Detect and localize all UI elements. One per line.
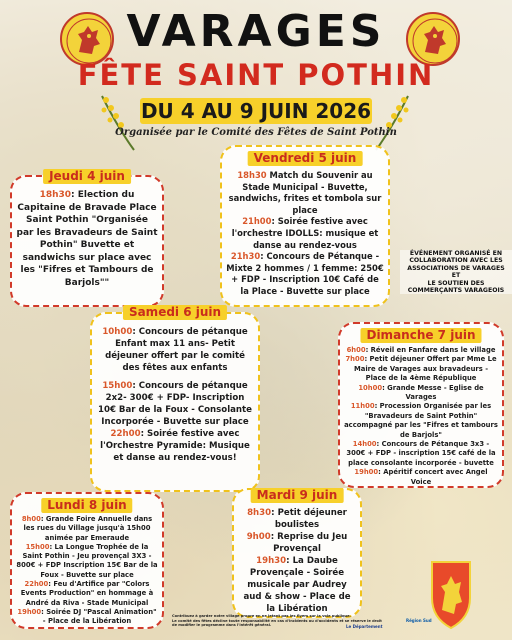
- event-text: : Réveil en Fanfare dans le village: [365, 346, 496, 354]
- event-time: 6h00: [346, 346, 366, 354]
- varages-shield-icon: [428, 558, 474, 632]
- day-box-dimanche: [338, 322, 504, 488]
- event-text: : Concours de Pétanque - Mixte 2 hommes / 1 femme: 250€ + FDP - Inscription 10€ Café de la Place - Buvette sur place: [226, 251, 384, 296]
- event-text: : Procession Organisée par les "Bravadeurs de Saint Pothin" accompagné par les "Fifres et tambours de Barjols": [344, 402, 498, 439]
- program-item: [344, 384, 498, 403]
- event-text: : Election du Capitaine de Bravade Place Saint Pothin "Organisée par les Bravadeurs de Saint Pothin" Buvette et sandwichs sur place avec les "Fifres et Tambours de Barjols"": [16, 190, 158, 288]
- day-title: Vendredi 5 juin: [248, 151, 363, 166]
- collaboration-line: ÉVÉNEMENT ORGANISÉ EN COLLABORATION AVEC LES ASSOCIATIONS DE VARAGES: [407, 250, 505, 272]
- day-program: [16, 189, 158, 289]
- program-item: [238, 531, 356, 555]
- sponsor-logos: [306, 614, 436, 636]
- day-box-jeudi: [10, 169, 164, 307]
- day-box-lundi: [10, 492, 164, 629]
- program-item: [344, 402, 498, 440]
- day-program: [96, 326, 254, 464]
- event-text: : Petit déjeuner boulistes: [271, 508, 347, 530]
- collaboration-line: ET: [451, 272, 461, 280]
- day-title: Jeudi 4 juin: [43, 169, 131, 184]
- event-time: 15h00: [102, 381, 133, 391]
- day-program: [16, 515, 158, 627]
- event-time: 22h00: [110, 429, 141, 439]
- day-program: [344, 346, 498, 487]
- program-item: [16, 608, 158, 627]
- collaboration-line: LE SOUTIEN DES COMMERÇANTS VARAGEOIS: [407, 279, 505, 295]
- day-title: Lundi 8 juin: [41, 498, 132, 513]
- program-item: [16, 189, 158, 289]
- event-time: 7h00: [345, 355, 365, 364]
- day-title: Dimanche 7 juin: [360, 328, 481, 343]
- program-item: [344, 346, 498, 355]
- event-text: : Concours de pétanque 2x2- 300€ + FDP- Inscription 10€ Bar de la Foux - Consolante Incorporée - Buvette sur place: [97, 381, 252, 427]
- event-time: 19h00: [354, 468, 379, 477]
- program-item: [16, 543, 158, 580]
- event-time: 8h30: [247, 508, 272, 518]
- program-item: [96, 380, 254, 428]
- collaboration-note: [400, 250, 512, 294]
- event-text: Match du Souvenir au Stade Municipal - Buvette, sandwichs, frites et tombola sur place: [228, 170, 382, 215]
- event-text: : Reprise du Jeu Provençal: [270, 532, 348, 554]
- event-time: 15h00: [25, 542, 50, 551]
- event-text: : Grande Foire Annuelle dans les rues du Village jusqu'à 15h00 animée par Emeraude: [23, 515, 153, 542]
- program-item: [226, 216, 384, 251]
- date-banner: DU 4 AU 9 JUIN 2026: [140, 99, 372, 123]
- event-text: : Apéritif concert avec Angel Voice: [378, 468, 488, 486]
- program-item: [16, 580, 158, 608]
- event-text: : La Longue Trophée de la Saint Pothin - Jeu provençal 3X3 - 800€ + FDP Inscription 15€ Bar de la Foux - Buvette sur place: [16, 542, 158, 579]
- event-text: : La Daube Provençale - Soirée musicale par Audrey aud & show - Place de la Libération: [243, 556, 351, 614]
- program-item: [226, 170, 384, 216]
- program-item: [238, 507, 356, 531]
- day-box-vendredi: [220, 145, 390, 307]
- day-program: [226, 170, 384, 298]
- day-title: Mardi 9 juin: [251, 488, 344, 503]
- event-time: 14h00: [352, 440, 377, 449]
- departement-logo: Le Département: [346, 624, 383, 629]
- footer-line: Contribuez à garder notre village propre en ne jetant pas les flyers sur la voie publique.: [172, 614, 351, 618]
- event-text: : Grande Messe - Eglise de Varages: [382, 383, 484, 402]
- mimosa-branch-icon: [372, 92, 414, 152]
- event-text: : Concours de Pétanque 3x3 - 300€ + FDP - inscription 15€ café de la place consolante incorporée - buvette: [346, 440, 496, 467]
- region-logo: Région Sud: [406, 618, 432, 623]
- day-box-samedi: [90, 305, 260, 492]
- program-item: [226, 251, 384, 297]
- event-text: : Soirée festive avec l'Orchestre Pyramide: Musique et danse au rendez-vous!: [100, 429, 250, 463]
- event-text: : Concours de pétanque Enfant max 11 ans- Petit déjeuner offert par le comité des fêtes aux enfants: [105, 327, 248, 373]
- program-item: [16, 515, 158, 543]
- program-item: [96, 428, 254, 464]
- event-time: 22h00: [24, 580, 49, 589]
- event-time: 18h30: [237, 170, 267, 180]
- event-time: 10h00: [358, 383, 383, 392]
- footer-line: Le comité des fêtes décline toute responsabilité en cas d'incidents ou d'accidents et se réserve le droit de modifier le programme dans l'intérêt général.: [172, 618, 382, 628]
- mimosa-branch-icon: [96, 92, 138, 152]
- day-program: [238, 507, 356, 615]
- event-text: : Feu d'Artifice par "Colors Events Production" en hommage à André da Riva - Stade Municipal: [20, 580, 154, 607]
- event-time: 18h30: [39, 190, 72, 200]
- event-time: 21h00: [242, 216, 272, 227]
- program-item: [238, 555, 356, 615]
- day-title: Samedi 6 juin: [123, 305, 227, 320]
- organizer-line: Organisée par le Comité des Fêtes de Saint Pothin: [115, 127, 397, 138]
- program-item: [96, 326, 254, 374]
- event-time: 19h30: [256, 556, 287, 566]
- event-time: 8h00: [21, 515, 41, 523]
- event-time: 9h00: [246, 532, 271, 542]
- event-time: 11h00: [350, 402, 375, 411]
- event-text: : Petit déjeuner Offert par Mme Le Maire de Varages aux bravadeurs - Place de la 4ème République: [353, 355, 497, 383]
- program-item: [344, 468, 498, 487]
- event-text: : Soirée festive avec l'orchestre IDOLLS: musique et danse au rendez-vous: [231, 216, 379, 250]
- program-item: [344, 355, 498, 383]
- poster-title: VARAGES: [126, 6, 386, 57]
- event-time: 21h30: [230, 251, 261, 262]
- event-time: 19h00: [17, 607, 42, 616]
- event-time: 10h00: [102, 327, 133, 337]
- poster-subtitle: FÊTE SAINT POTHIN: [77, 58, 435, 92]
- event-text: : Soirée DJ "Pascal Animation" - Place de la Libération: [41, 607, 157, 626]
- day-box-mardi: [232, 488, 362, 618]
- program-item: [344, 440, 498, 468]
